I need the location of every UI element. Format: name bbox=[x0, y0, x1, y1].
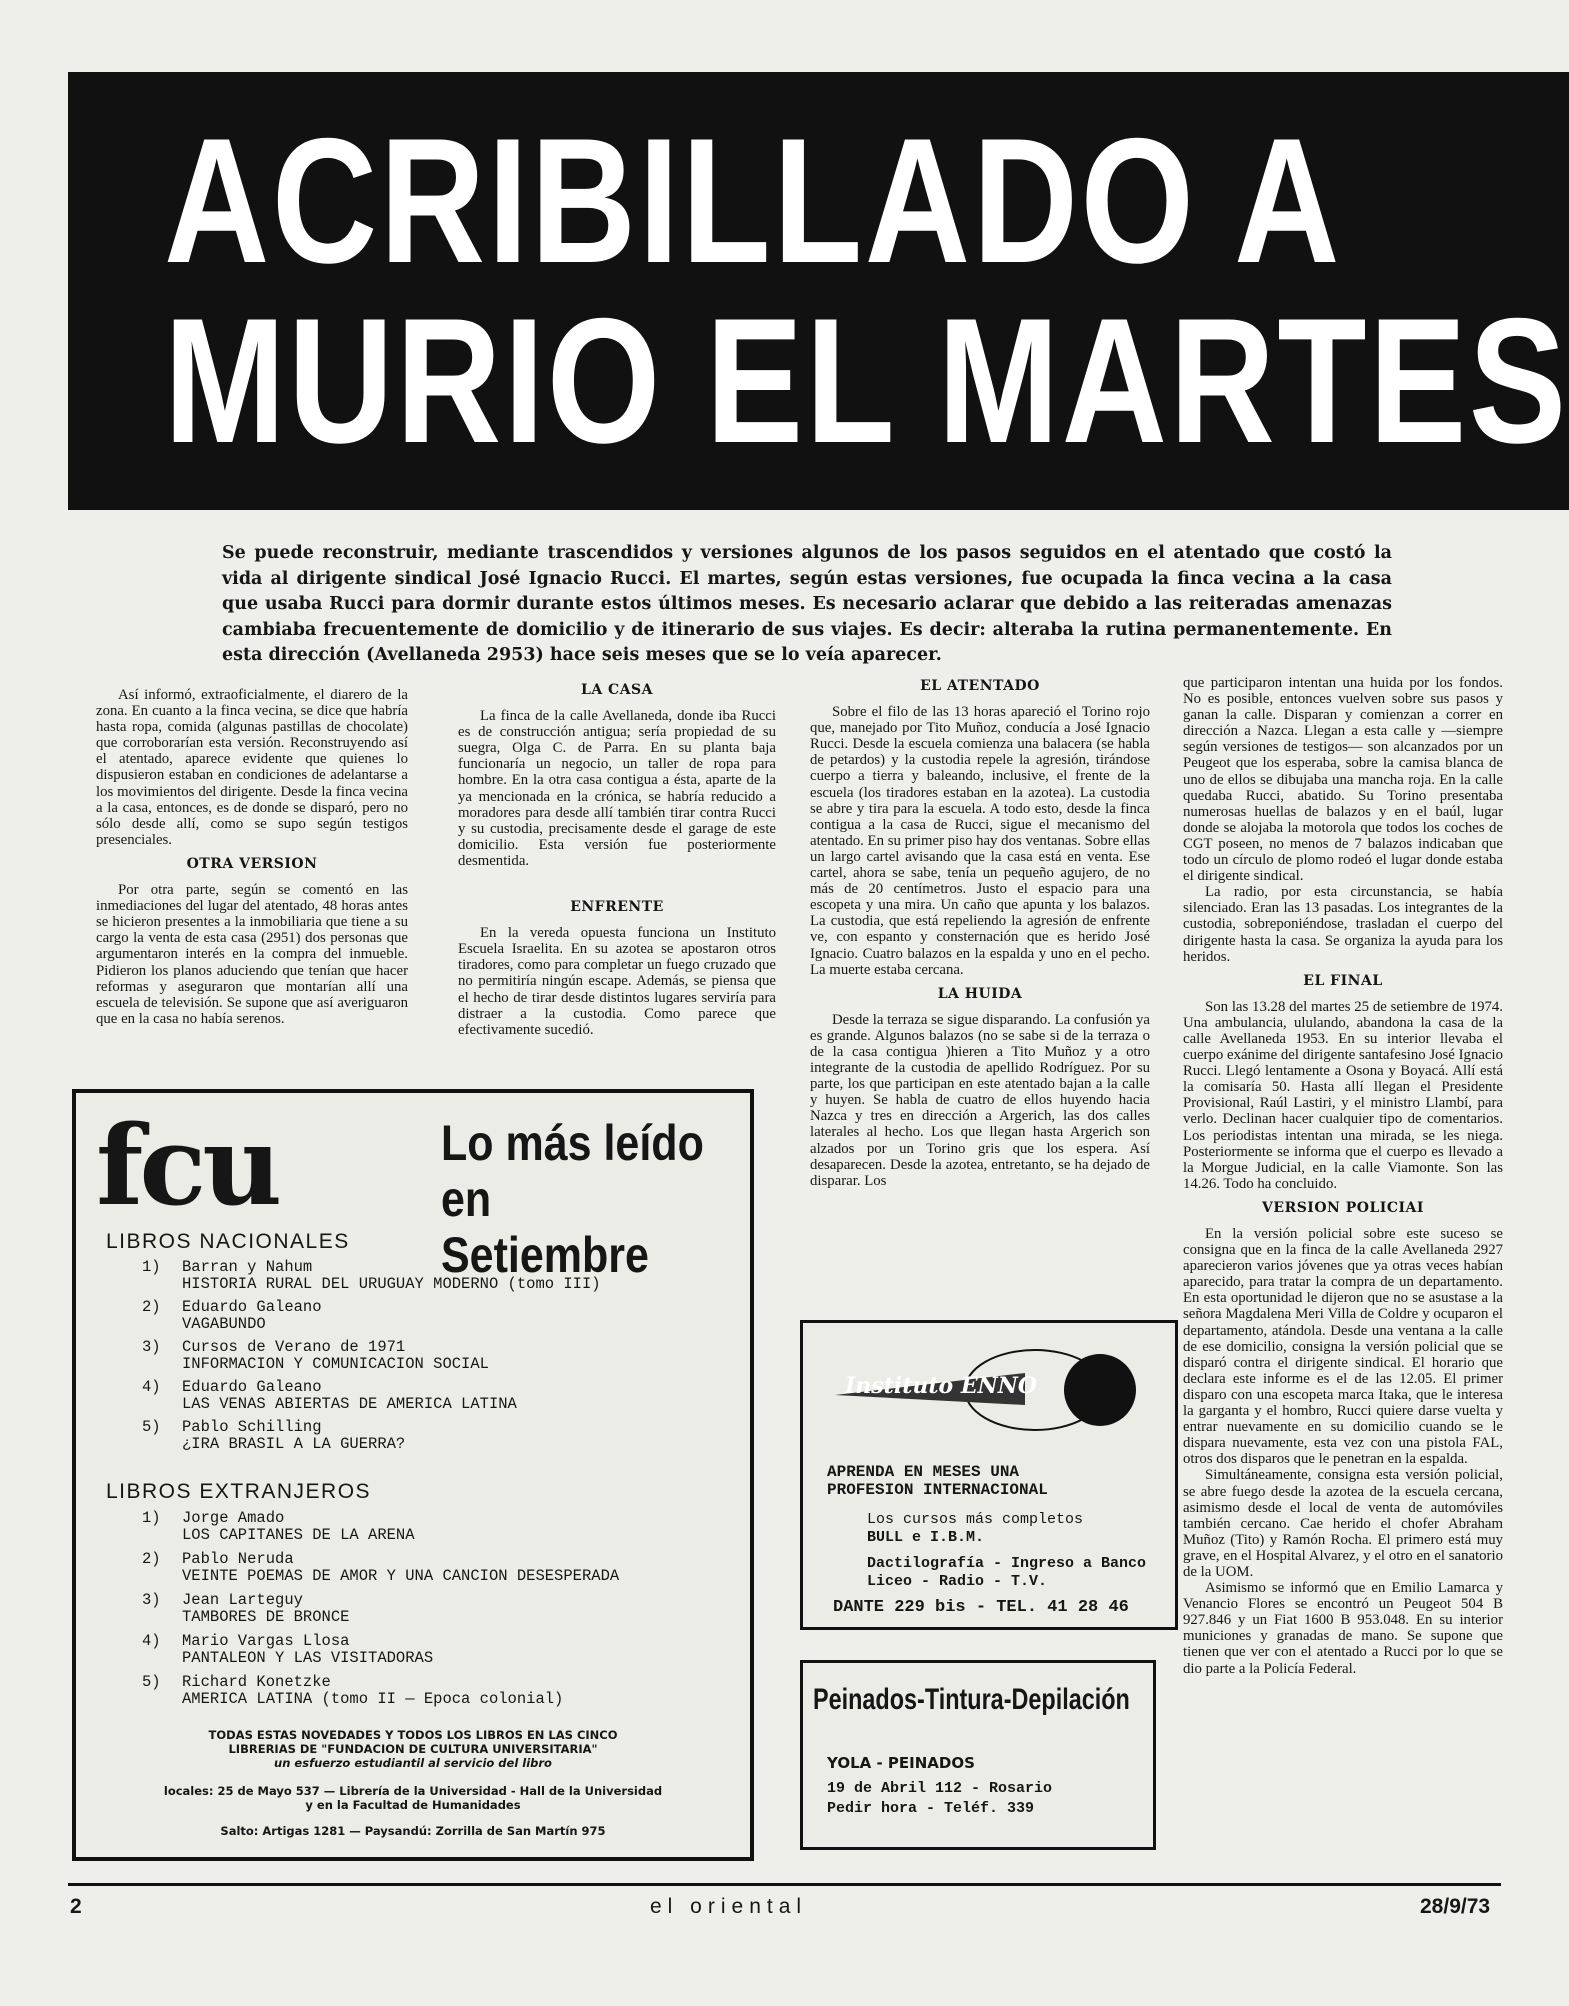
instituto-line-2: PROFESION INTERNACIONAL bbox=[827, 1481, 1048, 1499]
col1-heading-otra-version: OTRA VERSION bbox=[186, 855, 318, 872]
list-item: 1) Jorge Amado LOS CAPITANES DE LA ARENA bbox=[142, 1509, 415, 1544]
instituto-address: DANTE 229 bis - TEL. 41 28 46 bbox=[833, 1598, 1129, 1617]
peinados-advertisement bbox=[800, 1660, 1156, 1850]
column-3 bbox=[810, 678, 1150, 1189]
col4-paragraph-3: Son las 13.28 del martes 25 de setiembre de 1974. Una ambulancia, ululando, abandona la casa de la calle Avellaneda 1953. En su interior llevaba el cuerpo exánime del dirigente santafesino José Ignacio Rucci. Llegó lentamente a Osona y Boyacá. Allí está la comisaría 50. Hasta allí llegan el Presidente Provisional, Raúl Lastiri, y el ministro Llambí, para verlo. Declinan hacer cualquier tipo de comentarios. Los periodistas intentan una mirada, se les niega. Posteriormente se informa que el cuerpo es llevado a la Morgue Judicial, en la calle Viamonte. Son las 14.26. Todo ha concluido. bbox=[1183, 998, 1503, 1192]
col4-heading-el-final: EL FINAL bbox=[1303, 972, 1383, 989]
fcu-footer-line-1: TODAS ESTAS NOVEDADES Y TODOS LOS LIBROS EN LAS CINCO bbox=[208, 1728, 618, 1742]
peinados-line-3: Pedir hora - Teléf. 339 bbox=[827, 1800, 1035, 1817]
col3-paragraph-2: Desde la terraza se sigue disparando. La confusión ya es grande. Algunos balazos (no se sabe si de la terraza o de la casa contigua )hieren a Tito Muñoz y a otro integrante de la custodia de apellido Rodríguez. Por su parte, los que participan en este atentado bajan a la calle y huyen. Se habla de cuatro de ellos huyendo hacia Nazca y tres en dirección a Argerich, las dos calles laterales al hecho. Los que llegan hasta Argerich son alzados por un Torino gris que los espera. Así desaparecen. Desde la azotea, entretanto, se ha dejado de disparar. Los bbox=[810, 1011, 1150, 1189]
fcu-footer-line-3: un esfuerzo estudiantil al servicio del libro bbox=[274, 1756, 552, 1770]
fcu-logo: fcu bbox=[96, 1101, 279, 1230]
fcu-footer-line-4: locales: 25 de Mayo 537 — Librería de la Universidad - Hall de la Universidad bbox=[163, 1784, 663, 1798]
ad-title-line-1: Lo más leído bbox=[441, 1115, 704, 1171]
list-item: 2) Eduardo Galeano VAGABUNDO bbox=[142, 1298, 322, 1333]
column-1 bbox=[96, 687, 408, 1027]
instituto-line-6: Liceo - Radio - T.V. bbox=[867, 1573, 1048, 1590]
col3-heading-el-atentado: EL ATENTADO bbox=[920, 678, 1040, 694]
column-4 bbox=[1183, 675, 1503, 1677]
col1-paragraph-2: Por otra parte, según se comentó en las inmediaciones del lugar del atentado, 48 horas antes se hicieron presentes a la inmobiliaria que tiene a su cargo la venta de esta casa (2951) dos personas que argumentaron interés en la compra del inmueble. Pidieron los planos aduciendo que tenían que hacer reformas y aseguraron que montarían allí una escuela de televisión. Se supone que así averiguaron que en la casa no había serenos. bbox=[96, 882, 408, 1027]
list-item: 5) Pablo Schilling ¿IRA BRASIL A LA GUERRA? bbox=[142, 1418, 406, 1453]
headline-line-1: ACRIBILLADO A bbox=[164, 101, 1342, 300]
issue-date: 28/9/73 bbox=[1420, 1895, 1491, 1918]
list-item: 5) Richard Konetzke AMERICA LATINA (tomo II — Epoca colonial) bbox=[142, 1673, 564, 1708]
instituto-subjects bbox=[867, 1555, 1146, 1591]
col4-paragraph-2: La radio, por esta circunstancia, se había silenciado. Eran las 13 pasadas. Los integrantes de la custodia, sobreponiéndose, trasladan el cuerpo del dirigente hasta la casa. Se organiza la ayuda para los heridos. bbox=[1183, 884, 1503, 965]
list-item: 4) Mario Vargas Llosa PANTALEON Y LAS VISITADORAS bbox=[142, 1632, 434, 1667]
libros-extranjeros-heading: LIBROS EXTRANJEROS bbox=[106, 1480, 372, 1503]
col4-paragraph-1: que participaron intentan una huida por los fondos. No es posible, entonces vuelven sobre sus pasos y ganan la calle. Disparan y comienzan a correr en dirección a Nazca. Llegan a esta calle y —siempre según versiones de testigos— son alcanzados por un Peugeot que los esperaba, sobre la camisa blanca de uno de ellos se dibujaba una mancha roja. En la calle quedaba Rucci, abatido. Su Torino presentaba numerosas huellas de balazos y en el baúl, lugar donde se alojaba la motorola que todos los coches de CGT poseen, no menos de 7 balazos indicaban que todo un círculo de plomo rodeó el lugar donde estaba el dirigente sindical. bbox=[1183, 675, 1503, 885]
list-item: 2) Pablo Neruda VEINTE POEMAS DE AMOR Y UNA CANCION DESESPERADA bbox=[142, 1550, 620, 1585]
fcu-advertisement bbox=[72, 1089, 754, 1861]
fcu-footer-line-2: LIBRERIAS DE "FUNDACION DE CULTURA UNIVERSITARIA" bbox=[228, 1742, 598, 1756]
intro-paragraph: Se puede reconstruir, mediante trascendidos y versiones algunos de los pasos seguidos en el atentado que costó la vida al dirigente sindical José Ignacio Rucci. El martes, según estas versiones, fue ocupada la finca vecina a la casa que usaba Rucci para dormir durante estos últimos meses. Es necesario aclarar que debido a las reiteradas amenazas cambiaba frecuentemente de domicilio y de itinerario de sus viajes. Es decir: alteraba la rutina permanentemente. En esta dirección (Avellaneda 2953) hace seis meses que se lo veía aparecer. bbox=[222, 543, 1392, 665]
list-item: 4) Eduardo Galeano LAS VENAS ABIERTAS DE AMERICA LATINA bbox=[142, 1378, 517, 1413]
col2-heading-enfrente: ENFRENTE bbox=[570, 899, 664, 916]
fcu-footer bbox=[86, 1728, 740, 1838]
fcu-footer-line-5: y en la Facultad de Humanidades bbox=[305, 1798, 521, 1812]
instituto-line-5: Dactilografía - Ingreso a Banco bbox=[867, 1555, 1147, 1572]
col3-heading-la-huida: LA HUIDA bbox=[937, 985, 1023, 1002]
peinados-line-1: YOLA - PEINADOS bbox=[827, 1754, 975, 1772]
libros-extranjeros-list bbox=[142, 1510, 742, 1715]
list-item: 3) Jean Larteguy TAMBORES DE BRONCE bbox=[142, 1591, 350, 1626]
col2-paragraph-2: En la vereda opuesta funciona un Instituto Escuela Israelita. En su azotea se apostaron otros tiradores, como para completar un fuego cruzado que no permitiría ningún escape. Además, se piensa que el hecho de tirar desde distintos lugares serviría para distraer a la custodia. Como parece que efectivamente sucedió. bbox=[458, 925, 776, 1038]
col4-heading-version-policial: VERSION POLICIAI bbox=[1262, 1199, 1424, 1216]
instituto-headline bbox=[827, 1463, 1048, 1499]
instituto-line-4: BULL e I.B.M. bbox=[867, 1529, 985, 1546]
instituto-advertisement bbox=[800, 1320, 1178, 1630]
col2-heading-la-casa: LA CASA bbox=[580, 682, 654, 698]
ad-title bbox=[441, 1115, 707, 1283]
col4-paragraph-6: Asimismo se informó que en Emilio Lamarca y Venancio Flores se encontró un Peugeot 504 B 927.846 y un Fiat 1600 B 953.048. En su interior municiones y granadas de mano. Se supone que tienen que ver con el atentado a Rucci por lo que se dio parte a la Policía Federal. bbox=[1183, 1580, 1503, 1677]
ad-title-line-2: en Setiembre bbox=[441, 1171, 649, 1283]
page-number: 2 bbox=[70, 1895, 82, 1918]
instituto-line-3: Los cursos más completos bbox=[867, 1511, 1084, 1528]
peinados-title: Peinados-Tintura-Depilación bbox=[813, 1683, 1130, 1716]
headline-banner bbox=[68, 72, 1569, 510]
list-item: 1) Barran y Nahum HISTORIA RURAL DEL URUGUAY MODERNO (tomo III) bbox=[142, 1258, 601, 1293]
instituto-logo-text: Instituto ENNO bbox=[845, 1373, 1037, 1399]
col3-paragraph-1: Sobre el filo de las 13 horas apareció el Torino rojo que, manejado por Tito Muñoz, conducía a José Ignacio Rucci. Desde la escuela comienza una balacera (se habla de petardos) y la custodia repele la agresión, tirándose cuerpo a tierra y baleando, inclusive, el frente de la escuela (los tiradores estaban en la azotea). La custodia se abre y tira para la escuela. A todo esto, desde la finca contigua a la casa de Rucci, sigue el mecanismo del atentado. En su primer piso hay dos ventanas. Sobre ellas un largo cartel avisando que la casa está en venta. Ese cartel, ahora se sabe, tenía un pequeño agujero, de no más de 20 centímetros. Justo el espacio para una escopeta y una mira. Un caño que apunta y los balazos. La custodia, que está repeliendo la agresión de enfrente ve, con espanto y consternación que es herido José Ignacio. Cuatro balazos en la espalda y uno en el pecho. La muerte estaba cercana. bbox=[810, 704, 1150, 978]
fcu-footer-line-6: Salto: Artigas 1281 — Paysandú: Zorrilla de San Martín 975 bbox=[220, 1824, 606, 1838]
column-2 bbox=[458, 682, 776, 1038]
libros-nacionales-heading: LIBROS NACIONALES bbox=[106, 1230, 350, 1253]
col1-paragraph-1: Así informó, extraoficialmente, el diarero de la zona. En cuanto a la finca vecina, se dice que habría hasta ropa, comida (algunas pastillas de chocolate) que corroborarían esta versión. Reconstruyendo así el atentado, aparece evidente que quienes lo dispusieron estaban en condiciones de adelantarse a los movimientos del dirigente. Desde la finca vecina a la casa, entonces, es de donde se disparó, pero no sólo desde allí, como se supo según testigos presenciales. bbox=[96, 687, 408, 848]
instituto-line-1: APRENDA EN MESES UNA bbox=[827, 1463, 1020, 1481]
libros-nacionales-list bbox=[142, 1259, 742, 1459]
list-item: 3) Cursos de Verano de 1971 INFORMACION Y COMUNICACION SOCIAL bbox=[142, 1338, 489, 1373]
instituto-courses bbox=[867, 1511, 1083, 1547]
footer-rule bbox=[68, 1883, 1501, 1886]
col4-paragraph-5: Simultáneamente, consigna esta versión policial, se abre fuego desde la azotea de la escuela cercana, asimismo desde el local de venta de automóviles también cercano. Cae herido el chofer Abraham Muñoz (Tito) y Ramón Rocha. El primero está muy grave, en el Hospital Alvarez, y el otro en el sanatorio de la UOM. bbox=[1183, 1467, 1503, 1580]
peinados-details bbox=[827, 1753, 1052, 1819]
peinados-line-2: 19 de Abril 112 - Rosario bbox=[827, 1780, 1053, 1797]
col2-paragraph-1: La finca de la calle Avellaneda, donde iba Rucci es de construcción antigua; sería propiedad de su suegra, Olga C. de Parra. En su planta baja funcionaría un negocio, un taller de ropa para hombre. En la otra casa contigua a ésta, aparte de la ya mencionada en la crónica, se habría reducido a moradores para desde allí también tirar contra Rucci y su custodia, precisamente desde el garage de este domicilio. Esta versión fue posteriormente desmentida. bbox=[458, 708, 776, 869]
newspaper-name: el oriental bbox=[650, 1895, 808, 1918]
col4-paragraph-4: En la versión policial sobre este suceso se consigna que en la finca de la calle Avellaneda 2927 aparecieron varios jóvenes que ya otras veces habían aparecido, para tratar la compra de un departamento. En esta oportunidad le dijeron que no se asustase a la señora Magdalena Meri Villa de Coldre y ocuparon el departamento, atándola. Desde una ventana a la calle de ese domicilio, consigna la versión policial que se disparó contra el dirigente sindical. El horario que declara este informe es el de las 12.05. El primer disparo con una escopeta marca Itaka, que le interesa la garganta y el hombro, Rucci quiere darse vuelta y entrar nuevamente en su domicilio cuando se le dispara nuevamente, esta vez con una pistola FAL, otros dos disparos que le penetran en la espalda. bbox=[1183, 1226, 1503, 1468]
headline-line-2: MURIO EL MARTES bbox=[164, 281, 1569, 480]
instituto-logo-graphic bbox=[825, 1335, 1165, 1435]
